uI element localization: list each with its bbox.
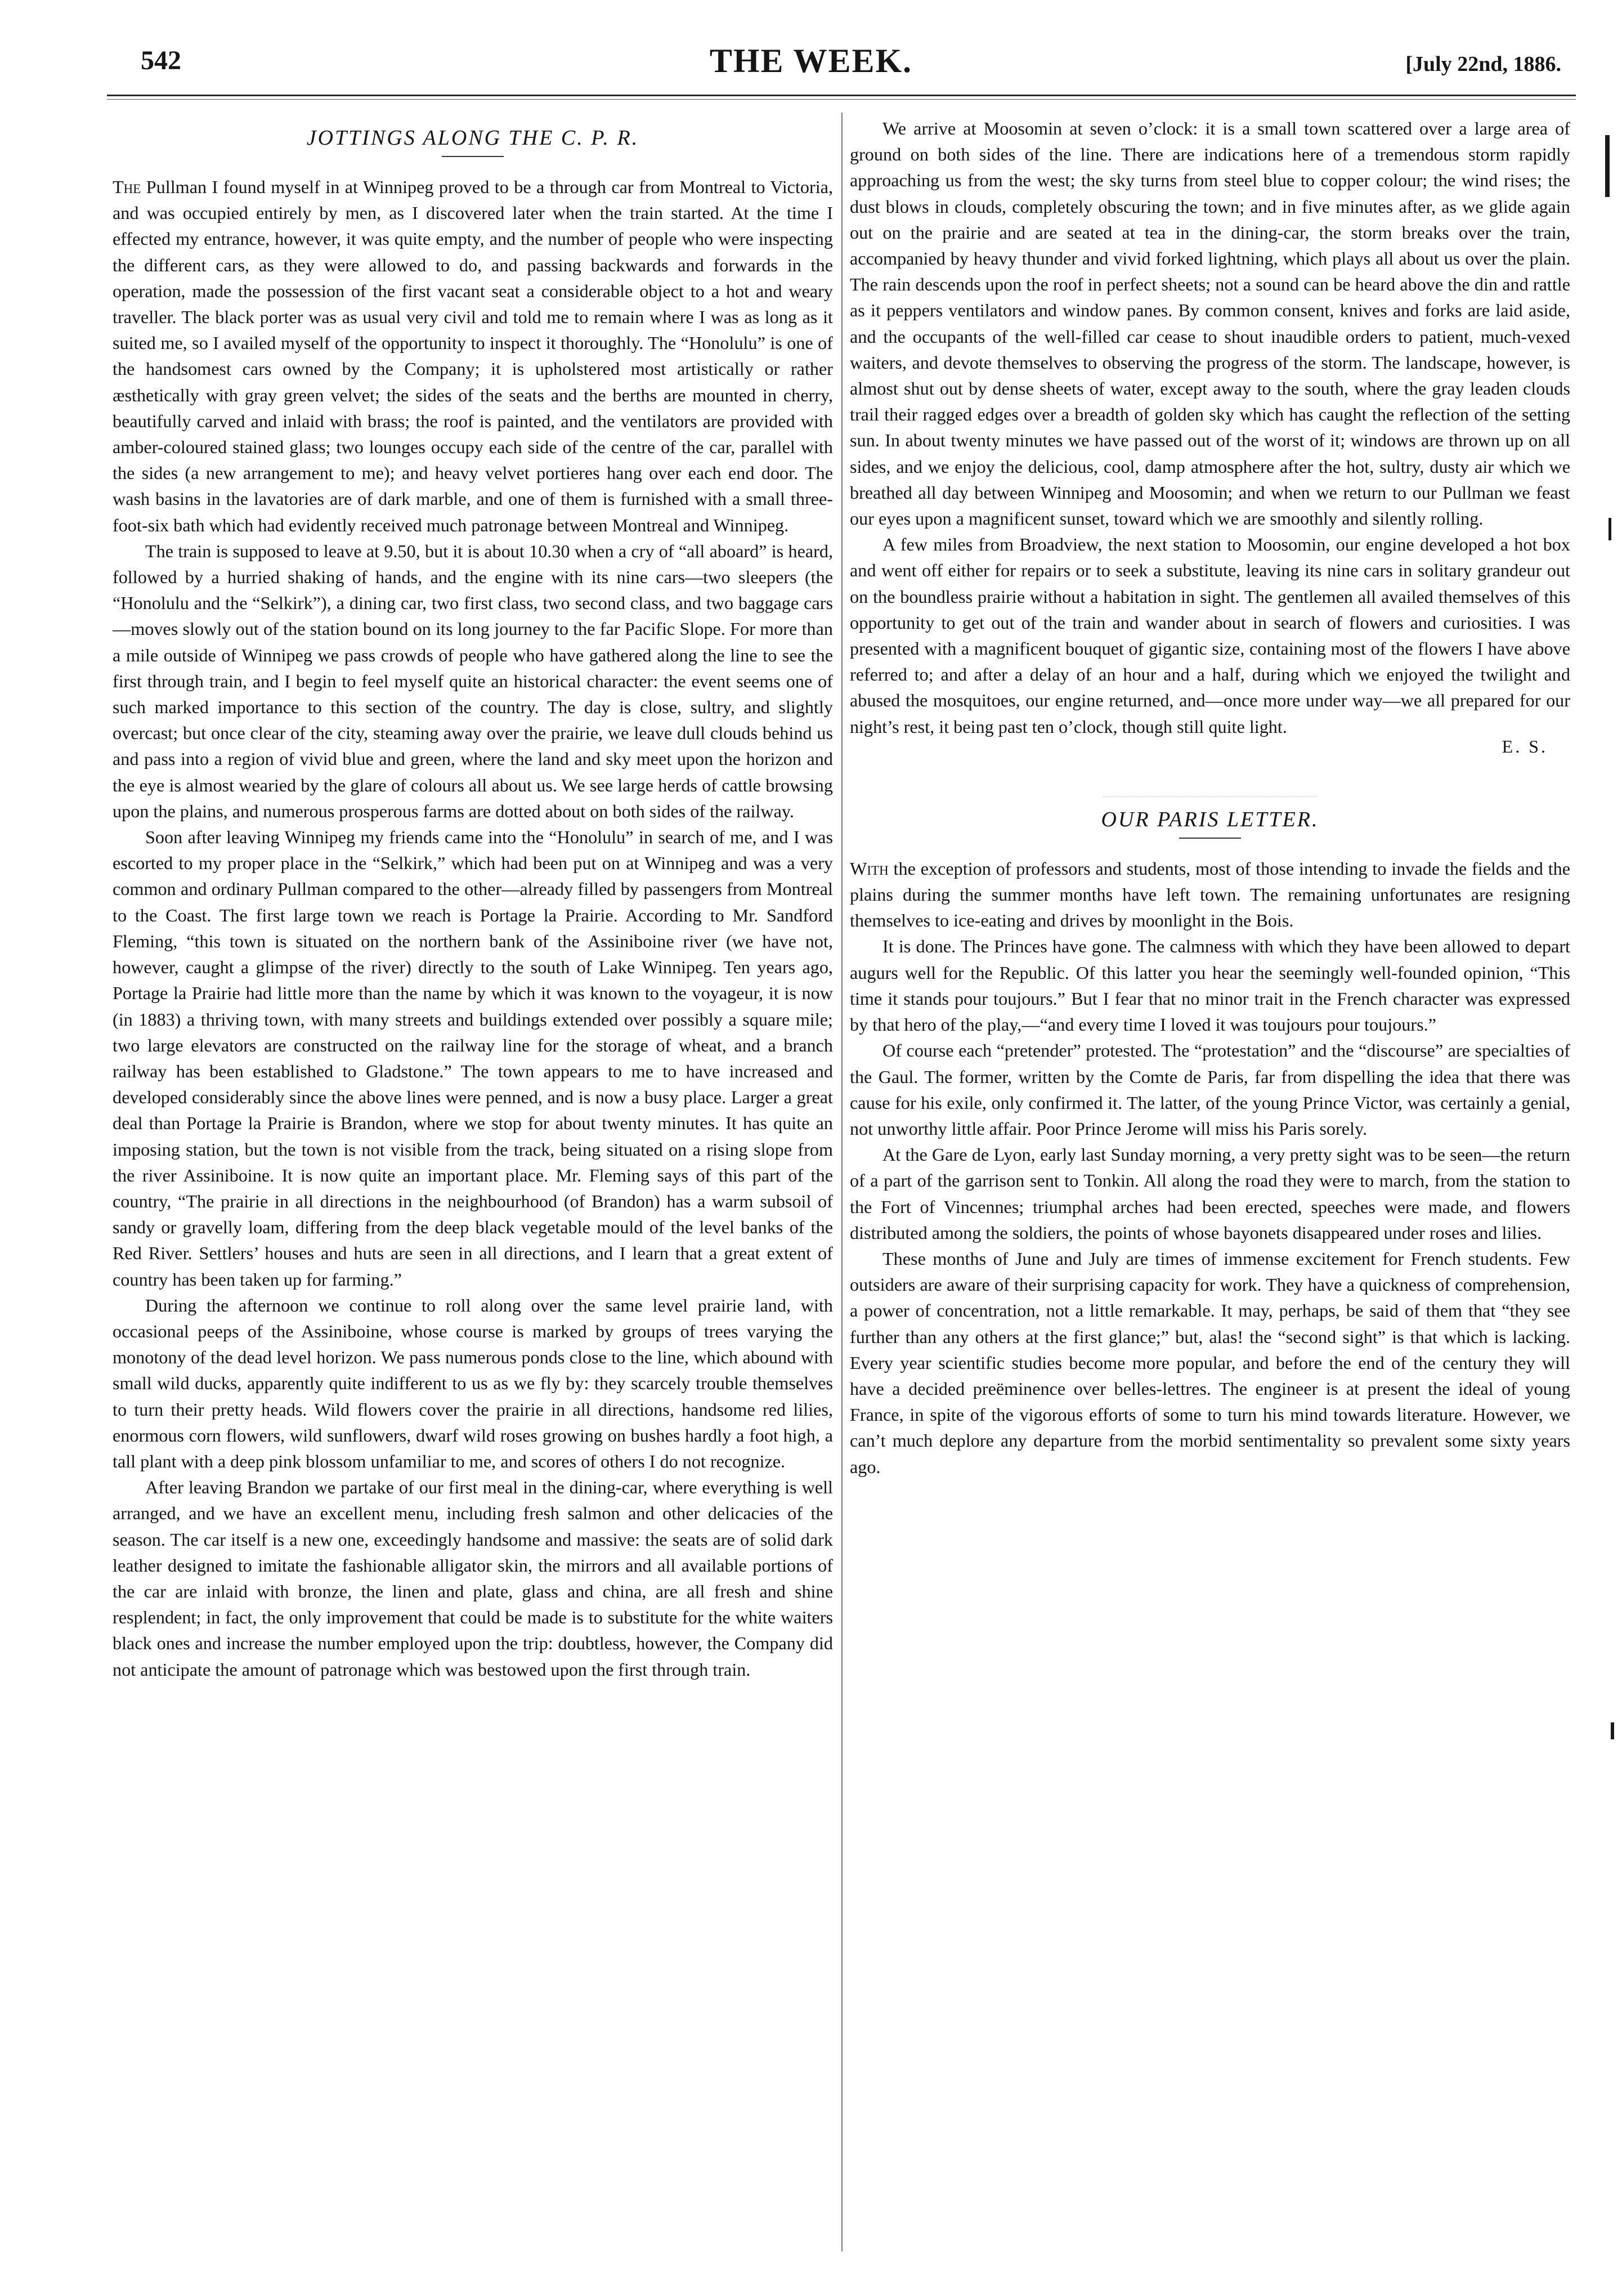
lead-word: With [850,858,889,879]
header-rule [107,95,1576,96]
paragraph-text: the exception of professors and students, most of those intending to invade the fields and the plains during the summer months have left town. The remaining unfortunates are resigning themselves to ice-eating and drives by moonlight in the Bois. [850,858,1571,931]
paragraph [850,856,1570,934]
paragraph: Of course each “pretender” protested. The “protestation” and the “discourse” are specialties of the Gaul. The former, written by the Comte de Paris, far from dispelling the idea that there was cause for his exile, only confirmed it. The latter, of the young Prince Victor, was certainly a genial, not unworthy little affair. Poor Prince Jerome will miss his Paris sorely. [850,1040,1570,1139]
paragraph: During the afternoon we continue to roll along over the same level prairie land, with occasional peeps of the Assiniboine, whose course is marked by groups of trees varying the monotony of the dead level horizon. We pass numerous ponds close to the line, which abound with small wild ducks, apparently quite indifferent to us as we fly by: they scarcely trouble themselves to turn their pretty heads. Wild flowers cover the prairie in all directions, handsome red lilies, enormous corn flowers, wild sunflowers, dwarf wild roses growing on bushes hardly a foot high, a tall plant with a deep pink blossom unfamiliar to me, and scores of others I do not recognize. [113,1295,833,1471]
author-signature: E. S. [1502,736,1548,757]
scan-mark [1605,135,1610,197]
journal-title: THE WEEK. [709,42,913,79]
paragraph: We arrive at Moosomin at seven o’clock: it is a small town scattered over a large area of ground on both sides of the line. There are indications here of a tremendous storm rapidly approaching us from the west; the sky turns from steel blue to copper colour; the wind rises; the dust blows in clouds, completely obscuring the town; and in five minutes after, as we glide again out on the prairie and are seated at tea in the dining-car, the storm breaks over the train, accompanied by heavy thunder and vivid forked lightning, which plays all about us over the plain. The rain descends upon the roof in perfect sheets; not a sound can be heard above the din and rattle as it peppers ventilators and window panes. By common consent, knives and forks are laid aside, and the occupants of the well-filled car cease to shout inaudible orders to patient, much-vexed waiters, and devote themselves to observing the progress of the storm. The landscape, however, is almost shut out by dense sheets of water, except away to the south, where the gray leaden clouds trail their ragged edges over a breadth of golden sky which has caught the reflection of the setting sun. In about twenty minutes we have passed out of the worst of it; windows are thrown up on all sides, and we enjoy the delicious, cool, damp atmosphere after the hot, sultry, dusty air which we breathed all day between Winnipeg and Moosomin; and when we return to our Pullman we feast our eyes upon a magnificent sunset, toward which we are smoothly and silently rolling. [850,118,1570,529]
column-divider [841,113,843,2252]
page-number: 542 [141,46,181,75]
section-rule [1103,796,1317,797]
paragraph: A few miles from Broadview, the next station to Moosomin, our engine developed a hot box and went off either for repairs or to seek a substitute, leaving its nine cars in solitary grandeur out on the boundless prairie without a habitation in sight. The gentlemen all availed themselves of this opportunity to get out of the train and wander about in search of flowers and curiosities. I was presented with a magnificent bouquet of gigantic size, containing most of the flowers I have above referred to; and after a delay of an hour and a half, during which we enjoyed the twilight and abused the mosquitoes, our engine returned, and—once more under way—we all prepared for our night’s rest, it being past ten o’clock, though still quite light. [850,534,1570,737]
column-left [113,115,833,1682]
paragraph [113,174,833,538]
title-rule [1179,838,1241,839]
paragraph: Soon after leaving Winnipeg my friends came into the “Honolulu” in search of me, and I was escorted to my proper place in the “Selkirk,” which had been put on at Winnipeg and was a very common and ordinary Pullman compared to the other—already filled by passengers from Montreal to the Coast. The first large town we reach is Portage la Prairie. According to Mr. Sandford Fleming, “this town is situated on the northern bank of the Assiniboine river (we have not, however, caught a glimpse of the river) directly to the south of Lake Winnipeg. Ten years ago, Portage la Prairie had little more than the name by which it was known to the voyageur, it is now (in 1883) a thriving town, with many streets and buildings extended over possibly a square mile; two large elevators are constructed on the railway line for the storage of wheat, and a branch railway has been established to Gladstone.” The town appears to me to have increased and developed considerably since the above lines were penned, and is now a busy place. Larger a great deal than Portage la Prairie is Brandon, where we stop for about twenty minutes. It has quite an imposing station, but the town is not visible from the track, being situated on a rising slope from the river Assiniboine. It is now quite an important place. Mr. Fleming says of this part of the country, “The prairie in all directions in the neighbourhood (of Brandon) has a warm subsoil of sandy or gravelly loam, differing from the deep black vegetable mould of the level banks of the Red River. Settlers’ houses and huts are seen in all directions, and I learn that a great extent of country has been taken up for farming.” [113,827,833,1290]
paragraph: It is done. The Princes have gone. The calmness with which they have been allowed to depart augurs well for the Republic. Of this latter you hear the seemingly well-founded opinion, “This time it stands pour toujours.” But I fear that no minor trait in the French character was expressed by that hero of the play,—“and every time I loved it was toujours pour toujours.” [850,936,1570,1035]
scan-mark [1608,518,1611,540]
scan-mark [1611,1722,1614,1739]
issue-date: [July 22nd, 1886. [1405,52,1561,76]
title-rule [442,156,504,157]
paragraph: At the Gare de Lyon, early last Sunday morning, a very pretty sight was to be seen—the return of a part of the garrison sent to Tonkin. All along the road they were to march, from the station to the Fort of Vincennes; triumphal arches had been erected, speeches were made, and flowers distributed among the soldiers, the points of whose bayonets disappeared under roses and lilies. [850,1144,1570,1243]
article-title-paris: OUR PARIS LETTER. [1101,807,1319,831]
masthead [0,42,1622,96]
paragraph: These months of June and July are times of immense excitement for French students. Few outsiders are aware of their surprising capacity for work. They have a quickness of comprehension, a power of concentration, not a little remarkable. It may, perhaps, be said of them that “they see further than any others at the first glance;” but, alas! the “second sight” is that which is lacking. Every year scientific studies become more popular, and before the end of the century they will have a decided preëminence over belles-lettres. The engineer is at present the ideal of young France, in spite of the vigorous efforts of some to turn his mind towards literature. However, we can’t much deplore any departure from the morbid sentimentality so prevalent some sixty years ago. [850,1248,1570,1477]
lead-word: The [113,177,141,197]
article-title-cpr: JOTTINGS ALONG THE C. P. R. [306,126,639,150]
section-gap [850,757,1570,796]
header-rule-thin [107,99,1576,100]
column-right [850,115,1570,1480]
paragraph: After leaving Brandon we partake of our first meal in the dining-car, where everything is well arranged, and we have an excellent menu, including fresh salmon and other delicacies of the season. The car itself is a new one, exceedingly handsome and massive: the seats are of solid dark leather designed to imitate the fashionable alligator skin, the mirrors and all available portions of the car are inlaid with bronze, the linen and plate, glass and china, are all fresh and shine resplendent; in fact, the only improvement that could be made is to substitute for the white waiters black ones and increase the number employed upon the trip: doubtless, however, the Company did not anticipate the amount of patronage which was bestowed upon the first through train. [113,1477,833,1680]
paragraph-text: Pullman I found myself in at Winnipeg proved to be a through car from Montreal to Victoria, and was occupied entirely by men, as I discovered later when the train started. At the time I effected my entrance, however, it was quite empty, and the number of people who were inspecting the different cars, as they were allowed to do, and passing backwards and forwards in the operation, made the possession of the first vacant seat a considerable object to a hot and weary traveller. The black porter was as usual very civil and told me to remain where I was as long as it suited me, so I availed myself of the opportunity to inspect it thoroughly. The “Honolulu” is one of the handsomest cars owned by the Company; it is upholstered most artistically or rather æsthetically with gray green velvet; the sides of the seats and the berths are mounted in cherry, beautifully carved and inlaid with brass; the roof is painted, and the ventilators are provided with amber-coloured stained glass; two lounges occupy each side of the centre of the car, parallel with the sides (a new arrangement to me); and heavy velvet portieres hang over each end door. The wash basins in the lavatories are of dark marble, and one of them is furnished with a small three-foot-six bath which had evidently received much patronage between Montreal and Winnipeg. [113,177,834,535]
paragraph: The train is supposed to leave at 9.50, but it is about 10.30 when a cry of “all aboard” is heard, followed by a hurried shaking of hands, and the engine with its nine cars—two sleepers (the “Honolulu and the “Selkirk”), a dining car, two first class, two second class, and two baggage cars—moves slowly out of the station bound on its long journey to the far Pacific Slope. For more than a mile outside of Winnipeg we pass crowds of people who have gathered along the line to see the first through train, and I begin to feel myself quite an historical character: the event seems one of such marked importance to this section of the country. The day is close, sultry, and slightly overcast; but once clear of the city, steaming away over the prairie, we leave dull clouds behind us and pass into a region of vivid blue and green, where the land and sky meet upon the horizon and the eye is almost wearied by the glare of colours all about us. We see large herds of cattle browsing upon the plains, and numerous prosperous farms are dotted about on both sides of the railway. [113,540,833,821]
